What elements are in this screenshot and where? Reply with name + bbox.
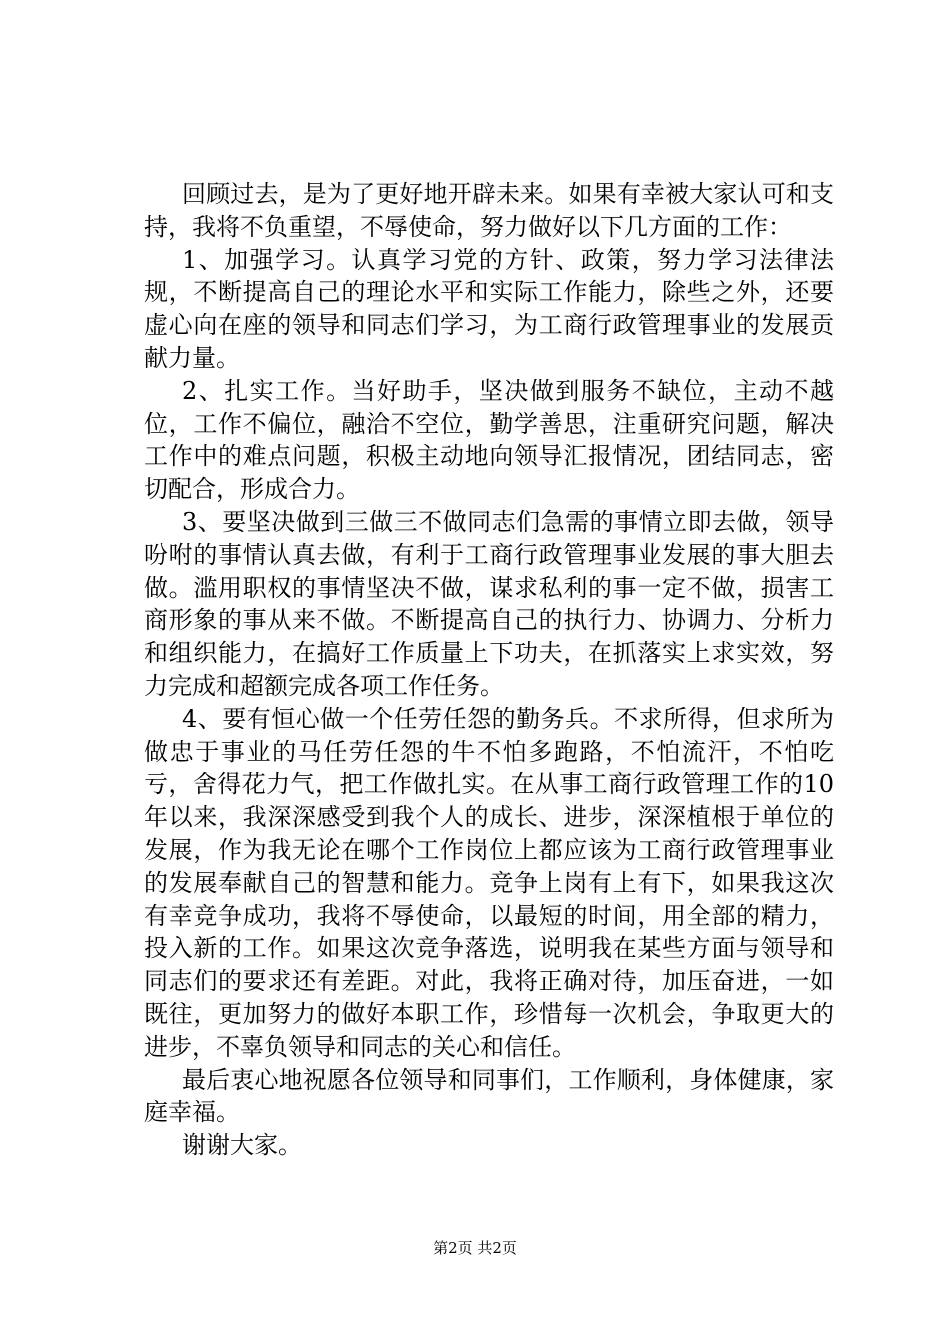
paragraph-item-4: 4、要有恒心做一个任劳任怨的勤务兵。不求所得，但求所为做忠于事业的马任劳任怨的牛不怕多跑路，不怕流汗，不怕吃亏，舍得花力气，把工作做扎实。在从事工商行政管理工作的10年以来，我深深感受到我个人的成长、进步，深深植根于单位的发展，作为我无论在哪个工作岗位上都应该为工商行政管理事业的发展奉献自己的智慧和能力。竞争上岗有上有下，如果我这次有幸竞争成功，我将不辱使命，以最短的时间，用全部的精力，投入新的工作。如果这次竞争落选，说明我在某些方面与领导和同志们的要求还有差距。对此，我将正确对待，加压奋进，一如既往，更加努力的做好本职工作，珍惜每一次机会，争取更大的进步，不辜负领导和同志的关心和信任。 xyxy=(144,704,834,1061)
document-body xyxy=(144,178,834,1162)
page-footer: 第2页 共2页 xyxy=(433,1239,517,1257)
paragraph-intro: 回顾过去，是为了更好地开辟未来。如果有幸被大家认可和支持，我将不负重望，不辱使命，努力做好以下几方面的工作： xyxy=(144,180,834,241)
paragraph-item-1: 1、加强学习。认真学习党的方针、政策，努力学习法律法规，不断提高自己的理论水平和实际工作能力，除些之外，还要虚心向在座的领导和同志们学习，为工商行政管理事业的发展贡献力量。 xyxy=(144,245,834,372)
paragraph-closing-wishes: 最后衷心地祝愿各位领导和同事们，工作顺利，身体健康，家庭幸福。 xyxy=(144,1065,834,1127)
paragraph-item-2: 2、扎实工作。当好助手，坚决做到服务不缺位，主动不越位，工作不偏位，融洽不空位，勤学善思，注重研究问题，解决工作中的难点问题，积极主动地向领导汇报情况，团结同志，密切配合，形成合力。 xyxy=(144,376,834,504)
paragraph-thanks: 谢谢大家。 xyxy=(182,1131,302,1160)
paragraph-item-3: 3、要坚决做到三做三不做同志们急需的事情立即去做，领导吩咐的事情认真去做，有利于工商行政管理事业发展的事大胆去做。滥用职权的事情坚决不做，谋求私利的事一定不做，损害工商形象的事从来不做。不断提高自己的执行力、协调力、分析力和组织能力，在搞好工作质量上下功夫，在抓落实上求实效，努力完成和超额完成各项工作任务。 xyxy=(144,507,834,700)
